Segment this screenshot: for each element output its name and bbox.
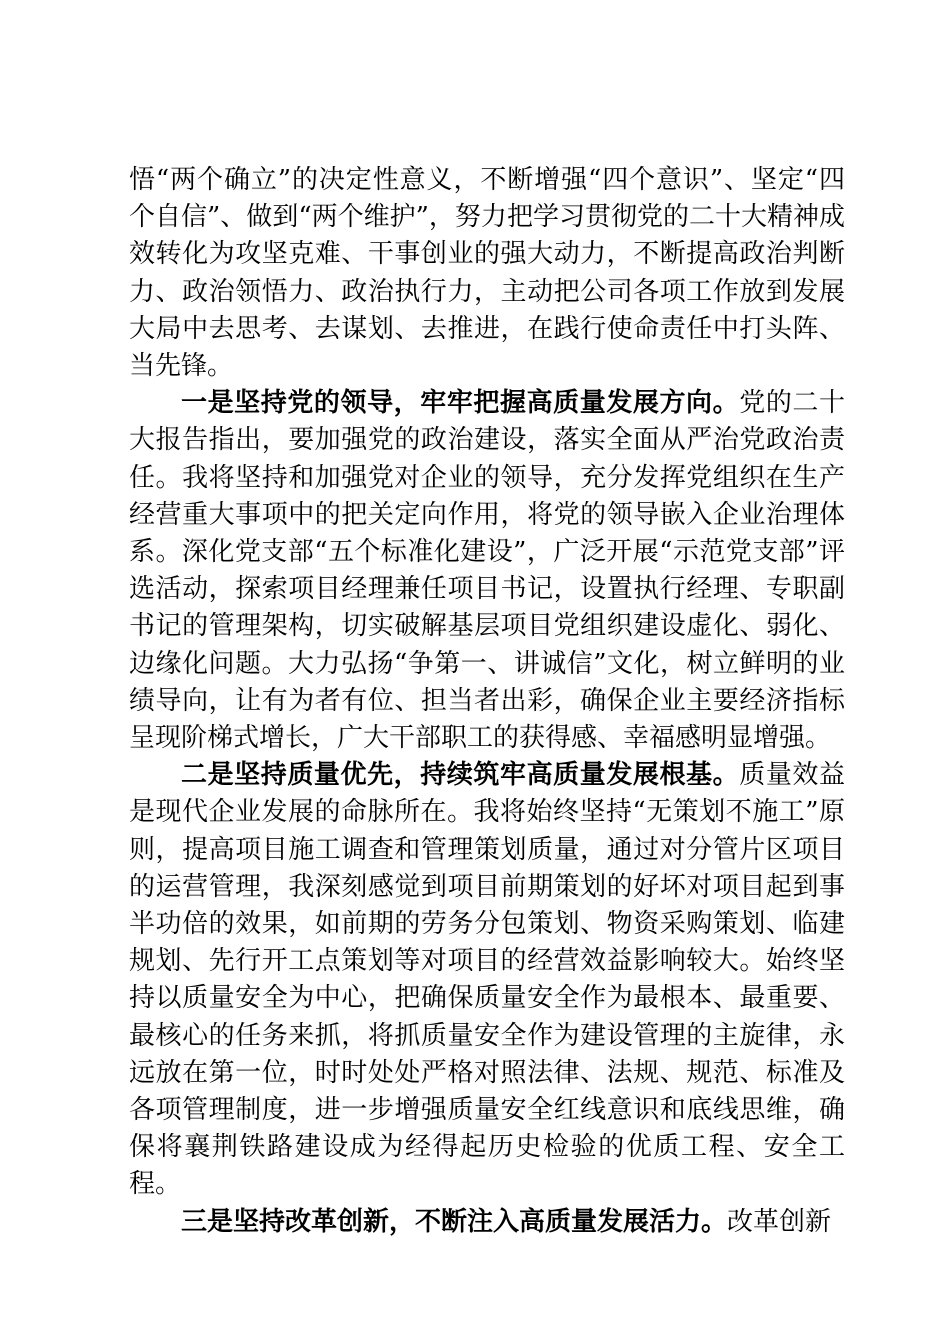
paragraph-reform-innovation-heading: 三是坚持改革创新，不断注入高质量发展活力。 bbox=[181, 1206, 728, 1237]
paragraph-intro bbox=[129, 162, 845, 385]
paragraph-intro-text: 悟“两个确立”的决定性意义，不断增强“四个意识”、坚定“四个自信”、做到“两个维护”，努力把学习贯彻党的二十大精神成效转化为攻坚克难、干事创业的强大动力，不断提高政治判断力、政治领悟力、政治执行力，主动把公司各项工作放到发展大局中去思考、去谋划、去推进，在践行使命责任中打头阵、当先锋。 bbox=[129, 165, 845, 382]
paragraph-party-leadership-heading: 一是坚持党的领导，牢牢把握高质量发展方向。 bbox=[181, 388, 740, 419]
document-body bbox=[129, 162, 845, 1241]
paragraph-party-leadership-text: 党的二十大报告指出，要加强党的政治建设，落实全面从严治党政治责任。我将坚持和加强党对企业的领导，充分发挥党组织在生产经营重大事项中的把关定向作用，将党的领导嵌入企业治理体系。深化党支部“五个标准化建设”，广泛开展“示范党支部”评选活动，探索项目经理兼任项目书记，设置执行经理、专职副书记的管理架构，切实破解基层项目党组织建设虚化、弱化、边缘化问题。大力弘扬“争第一、讲诚信”文化，树立鲜明的业绩导向，让有为者有位、担当者出彩，确保企业主要经济指标呈现阶梯式增长，广大干部职工的获得感、幸福感明显增强。 bbox=[129, 388, 845, 754]
paragraph-quality-first-text: 质量效益是现代企业发展的命脉所在。我将始终坚持“无策划不施工”原则，提高项目施工调查和管理策划质量，通过对分管片区项目的运营管理，我深刻感觉到项目前期策划的好坏对项目起到事半功倍的效果，如前期的劳务分包策划、物资采购策划、临建规划、先行开工点策划等对项目的经营效益影响较大。始终坚持以质量安全为中心，把确保质量安全作为最根本、最重要、最核心的任务来抓，将抓质量安全作为建设管理的主旋律，永远放在第一位，时时处处严格对照法律、法规、规范、标准及各项管理制度，进一步增强质量安全红线意识和底线思维，确保将襄荆铁路建设成为经得起历史检验的优质工程、安全工程。 bbox=[129, 760, 845, 1200]
paragraph-quality-first bbox=[129, 757, 845, 1203]
paragraph-party-leadership bbox=[129, 385, 845, 757]
paragraph-reform-innovation-text: 改革创新 bbox=[727, 1206, 832, 1237]
paragraph-quality-first-heading: 二是坚持质量优先，持续筑牢高质量发展根基。 bbox=[181, 760, 740, 791]
paragraph-reform-innovation bbox=[129, 1204, 845, 1241]
